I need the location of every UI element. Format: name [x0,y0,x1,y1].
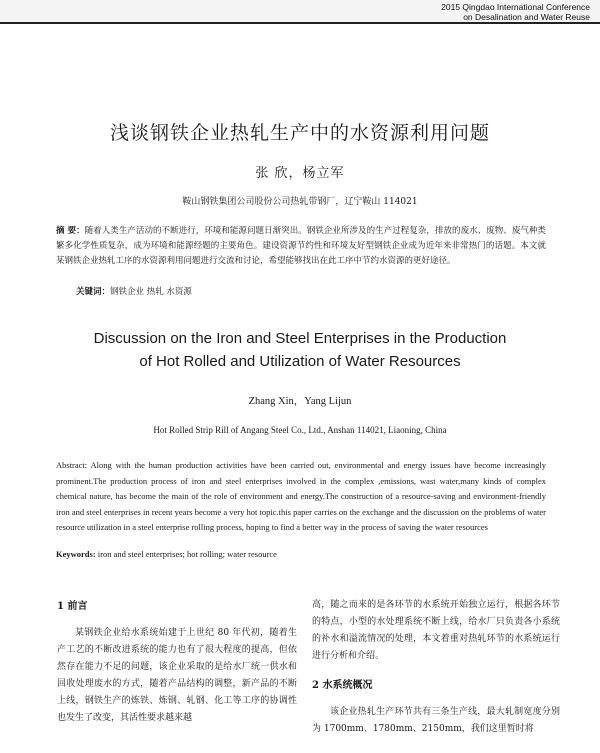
paper-title-en-line2: of Hot Rolled and Utilization of Water Resources [139,353,461,370]
keywords-cn-label: 关键词： [76,287,111,297]
paper-title-cn: 浅谈钢铁企业热轧生产中的水资源利用问题 [109,122,490,144]
abstract-cn-text: 随着人类生产活动的不断进行，环境和能源问题日渐突出。钢铁企业所涉及的生产过程复杂，排放的废水、废物、废气种类繁多化学性质复杂，成为环境和能源经题的主要角色。建设资源节约性和环境友好型钢铁企业成为近年来非常热门的话题。本文就某钢铁企业热轧工序的水资源利用问题进行交流和讨论，希望能够找出在此工序中节约水资源的更好途径。 [56,226,546,266]
keywords-en-label: Keywords: [56,549,96,559]
abstract-en-label: Abstract: [56,460,88,470]
body-paragraph: 高，随之而来的是各环节的水系统开始独立运行，根据各环节的特点，小型的水处理系统不断上线，给水厂只负责各小系统的补水和溢流情况的处理，本文着重对热轧环节的水系统运行进行分析和介绍。 [312,600,560,661]
abstract-en [56,458,546,536]
body-paragraph: 某钢铁企业给水系统始建于上世纪 80 年代初，随着生产工艺的不断改进系统的能力也有了很大程度的提高，但依然存在能力不足的问题，该企业采取的是给水厂统一供水和回收处理废水的方式，随着产品结构的调整，新产品的不断上线，钢铁生产的炼铁、炼钢、轧钢、化工等工序的协调性也发生了改变，其活性要求越来越 [57,628,297,723]
affiliation-cn: 鞍山钢铁集团公司股份公司热轧带钢厂，辽宁鞍山 114021 [182,197,418,207]
section-heading-water-system: 2 水系统概况 [312,680,373,691]
authors-en: Zhang Xin，Yang Lijun [248,396,352,407]
conference-subtitle: on Desalination and Water Reuse [463,12,590,22]
body-left-column [57,598,297,727]
body-paragraph: 该企业热轧生产环节共有三条生产线，最大轧制宽度分别为 1700mm、1780mm、2150mm，我们这里暂时将 [312,707,560,734]
section-heading-introduction: 1 前言 [57,601,88,612]
abstract-cn-label: 摘 要： [56,226,85,236]
affiliation-en: Hot Rolled Strip Rill of Angang Steel Co., Ltd., Anshan 114021, Liaoning, China [153,425,447,435]
body-right-column [312,597,560,738]
keywords-en-text: iron and steel enterprises; hot rolling; water resource [97,549,277,559]
conference-name: 2015 Qingdao International Conference [441,2,590,12]
abstract-cn [56,224,546,269]
abstract-en-text: Along with the human production activities have been carried out, environmental and energy issues have become increasingly prominent.The production process of iron and steel enterprises involved in the complex ,emissions, wast water,many kinds of complex chemical nature, has become the main of the role of environment and energy.The construction of a resource-saving and environment-friendly iron and steel enterprises in recent years become a very hot topic.this paper carries on the exchange and the discussion on the problems of water resource utilization in a steel enterprise rolling process, hoping to find a better way in the process of saving the water resources [56,460,547,532]
authors-cn: 张 欣，杨立军 [255,166,345,181]
keywords-cn-text: 钢铁企业 热轧 水资源 [110,287,192,297]
paper-title-en-line1: Discussion on the Iron and Steel Enterprises in the Production [93,330,507,347]
conference-header [0,0,600,30]
keywords-cn [76,285,192,297]
keywords-en [56,549,277,559]
